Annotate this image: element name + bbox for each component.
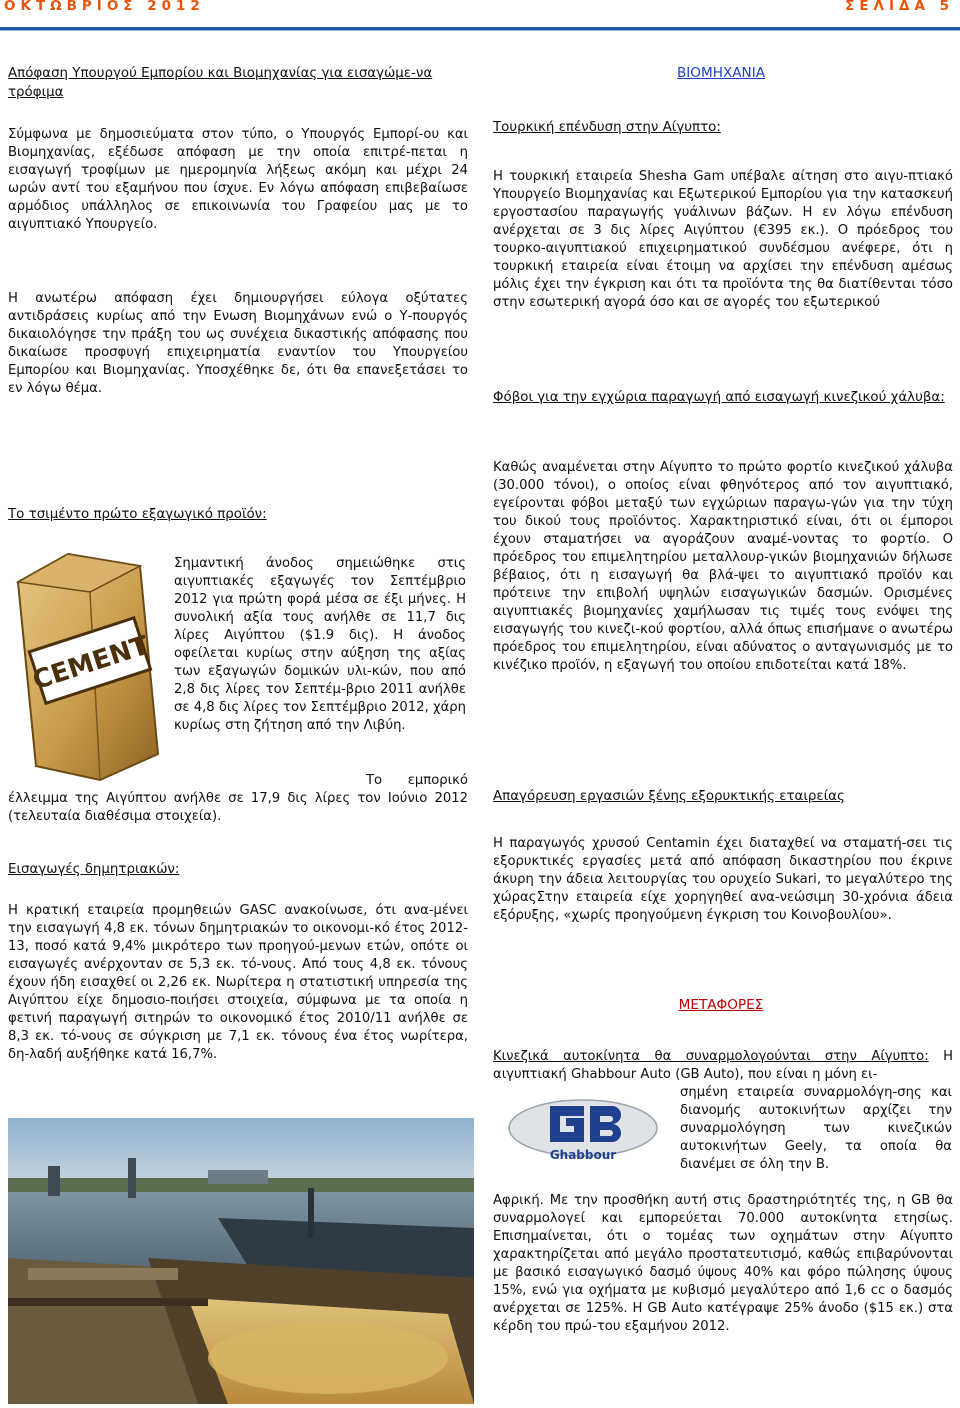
header-page-number: ΣΕΛΙΔΑ 5: [845, 0, 954, 14]
ghabbour-logo-label: Ghabbour: [549, 1148, 617, 1162]
article-chinese-cars-wrap: σημένη εταιρεία συναρμολόγη-σης και διανομής αυτοκινήτων αρχίζει την συναρμολόγηση των κινεζικών αυτοκινήτων Geely, τα οποία θα διανέμει σε όλη την Β.: [680, 1085, 952, 1172]
grain-ship-photo: [8, 1118, 474, 1404]
cement-bag-label: CEMENT: [29, 630, 153, 697]
section-heading-transport-text: ΜΕΤΑΦΟΡΕΣ: [678, 997, 764, 1013]
article-food-import-p2: Η ανωτέρω απόφαση έχει δημιουργήσει εύλογα οξύτατες αντιδράσεις κυρίως από την Ενωση Βιομηχάνων ενώ ο Υ-πουργός δικαιολόγησε την πράξη του ως συνέχεια δικαστικής απόφασης που δικαίωσε προσφυγή επιχειρηματία εναντίον του Υπουργείου Εμπορίου και Βιομηχανίας. Υποσχέθηκε δε, ότι θα επανεξετάσει το εν λόγω θέμα.: [8, 291, 468, 396]
page-header: [0, 0, 960, 20]
article-title-grain-imports: Εισαγωγές δημητριακών:: [8, 862, 180, 877]
article-title-cement: Το τσιμέντο πρώτο εξαγωγικό προϊόν:: [8, 507, 267, 522]
section-heading-industry-text: ΒΙΟΜΗΧΑΝΙΑ: [676, 65, 766, 81]
article-title-mining-ban: Απαγόρευση εργασιών ξένης εξορυκτικής εταιρείας: [493, 789, 845, 804]
article-food-import-p1: Σύμφωνα με δημοσιεύματα στον τύπο, ο Υπουργός Εμπορί-ου και Βιομηχανίας, εξέδωσε απόφαση με την οποία επιτρέ-πεται η εισαγωγή τροφίμων με ημερομηνία λήξεως ακόμη και μέχρι 24 ωρών αντί του εξαμήνου που ίσχυε. Εν λόγω απόφαση επιβεβαίωσε αρμόδιος υπάλληλος σε επικοινωνία του Γραφείου μας με το αιγυπτιακό Υπουργείο.: [8, 127, 468, 232]
article-chinese-cars-lead: [493, 1048, 953, 1084]
article-cement-p1: Σημαντική άνοδος σημειώθηκε στις αιγυπτιακές εξαγωγές τον Σεπτέμβριο 2012 για πρώτη φορά μέσα σε έξι μήνες. Η συνολική αξία τους ανήλθε σε 11,7 δις λίρες Αιγύπτου ($1.9 δις). Η άνοδος οφείλεται κυρίως στην αύξηση της αξίας των εξαγωγών δομικών υλι-κών, που από 2,8 δις λίρες τον Σεπτέμ-βριο 2011 ανήλθε σε 4,8 δις λίρες τον Σεπτέμβριο 2012, χάρη κυρίως στη ζήτηση από την Λιβύη.: [174, 556, 466, 733]
section-heading-transport: [490, 996, 952, 1014]
article-title-food-import: Απόφαση Υπουργού Εμπορίου και Βιομηχανίας για εισαγώμε-να τρόφιμα: [8, 66, 433, 100]
article-chinese-cars-p2: Αφρική. Με την προσθήκη αυτή στις δραστηριότητές της, η GB θα συναρμολογεί και εμπορεύεται 70.000 αυτοκίνητα ετησίως. Επισημαίνεται, ότι ο τομέας των οχημάτων στην Αίγυπτο χαρακτηρίζεται από μεγάλο προστατευτισμό, καθώς επιβαρύνονται με βασικό εισαγωγικό δασμό ύψους 40% και φόρο πώλησης ύψους 15%, ενώ για οχήματα με κυβισμό μεγαλύτερο από 1,6 cc ο δασμός ανέρχεται σε 125%. Η GB Auto κατέγραψε 25% άνοδο ($15 εκ.) στα κέρδη του πρώ-του εξαμήνου 2012.: [493, 1193, 953, 1334]
section-heading-industry: [490, 64, 952, 82]
article-title-turkish-investment: Τουρκική επένδυση στην Αίγυπτο:: [493, 120, 721, 135]
article-cement-p2: Το εμπορικό έλλειμμα της Αιγύπτου ανήλθε σε 17,9 δις λίρες τον Ιούνιο 2012 (τελευταία διαθέσιμα στοιχεία).: [8, 773, 468, 824]
article-chinese-cars-lead-text: Η αιγυπτιακή Ghabbour Auto (GB Auto), που είναι η μόνη ει-: [493, 1049, 953, 1082]
header-rule-thin: [0, 30, 960, 31]
header-date: ΟΚΤΩΒΡΙΟΣ 2012: [4, 0, 205, 14]
cement-bag-svg: [8, 548, 164, 784]
article-chinese-steel-p1: Καθώς αναμένεται στην Αίγυπτο το πρώτο φορτίο κινεζικού χάλυβα (30.000 τόνοι), ο οποίος είναι φθηνότερος από τον αιγυπτιακό, εγείρονται φόβοι μεταξύ των εγχώριων παραγω-γών για την τύχη του δικού τους προϊόντος. Χαρακτηριστικό είναι, ότι οι έμποροι έχουν σταματήσει να αγοράζουν αναμέ-νοντας το φορτίο. Ο πρόεδρος του επιμελητηρίου μεταλλουρ-γικών βιομηχανιών δήλωσε βέβαιος, ότι η εισαγωγή θα βλά-ψει το αιγυπτιακό προϊόν και πρότεινε την επιβολή υψηλών εισαγωγικών δασμών. Ορισμένες αιγυπτιακές βιομηχανίες χαμήλωσαν τις τιμές τους ενόψει της εισαγωγής του κινεζι-κού φορτίου, αλλά όπως επισήμανε ο ανωτέρω πρόεδρος του επιμελητηρίου, είναι αδύνατος ο ανταγωνισμός με το κινέζικο προϊόν, η εξαγωγή του οποίου επιδοτείται κατά 18%.: [493, 460, 953, 673]
article-mining-ban-p1: Η παραγωγός χρυσού Centamin έχει διαταχθεί να σταματή-σει τις εξορυκτικές εργασίες μετά από απόφαση δικαστηρίου που έκρινε άκυρη την άδεια λειτουργίας του ορυχείο Sukari, το μεγαλύτερο της χώραςΣτην εταιρεία είχε χορηγηθεί ανα-νεώσιμη 30-χρόνια άδεια εξόρυξης, «χωρίς προηγούμενη έγκριση του Κοινοβουλίου».: [493, 836, 953, 923]
article-grain-imports-p1: Η κρατική εταιρεία προμηθειών GASC ανακοίνωσε, ότι ανα-μένει την εισαγωγή 4,8 εκ. τόνων δημητριακών το οικονομι-κό έτος 2012-13, ποσό κατά 9,4% μικρότερο των προηγού-μενων ετών, οπότε οι εισαγωγές ανέρχονταν σε 5,3 εκ. τό-νους. Από τους 4,8 εκ. τόνους έχουν ήδη εισαχθεί οι 2,26 εκ. Νωρίτερα η στατιστική υπηρεσία της Αιγύπτου είχε δημοσιο-ποιήσει στοιχεία, σύμφωνα με τα οποία η φετινή παραγωγή σιτηρών το οικονομικό έτος 2010/11 ανήλθε σε 8,3 εκ. τό-νους σε σύγκριση με 7,1 εκ. τόνους ένα έτος νωρίτερα, δη-λαδή αυξήθηκε κατά 16,7%.: [8, 903, 468, 1062]
article-title-chinese-steel: Φόβοι για την εγχώρια παραγωγή από εισαγωγή κινεζικού χάλυβα:: [493, 390, 945, 405]
grain-ship-photo-svg: [8, 1118, 474, 1404]
article-title-chinese-cars: Κινεζικά αυτοκίνητα θα συναρμολογούνται στην Αίγυπτο:: [493, 1049, 929, 1064]
ghabbour-logo: [498, 1094, 668, 1166]
cement-bag-image: [8, 548, 164, 784]
article-turkish-investment-p1: Η τουρκική εταιρεία Shesha Gam υπέβαλε αίτηση στο αιγυ-πτιακό Υπουργείο Βιομηχανίας και Εξωτερικού Εμπορίου για την κατασκευή εργοστασίου παραγωγής γυάλινων βάζων. Η εν λόγω επένδυση ανέρχεται σε 3 δις λίρες Αιγύπτου (€395 εκ.). Ο πρόεδρος του τουρκο-αιγυπτιακού επιχειρηματικού συνδέσμου ανέφερε, ότι η τουρκική εταιρεία είναι έτοιμη να αρχίσει την επένδυση αμέσως μόλις έχει την έγκριση και ότι τα προϊόντα της θα διατίθενται τόσο στην εσωτερική αγορά όσο και σε αγορές του εξωτερικού: [493, 169, 953, 310]
ghabbour-logo-svg: [498, 1094, 668, 1166]
